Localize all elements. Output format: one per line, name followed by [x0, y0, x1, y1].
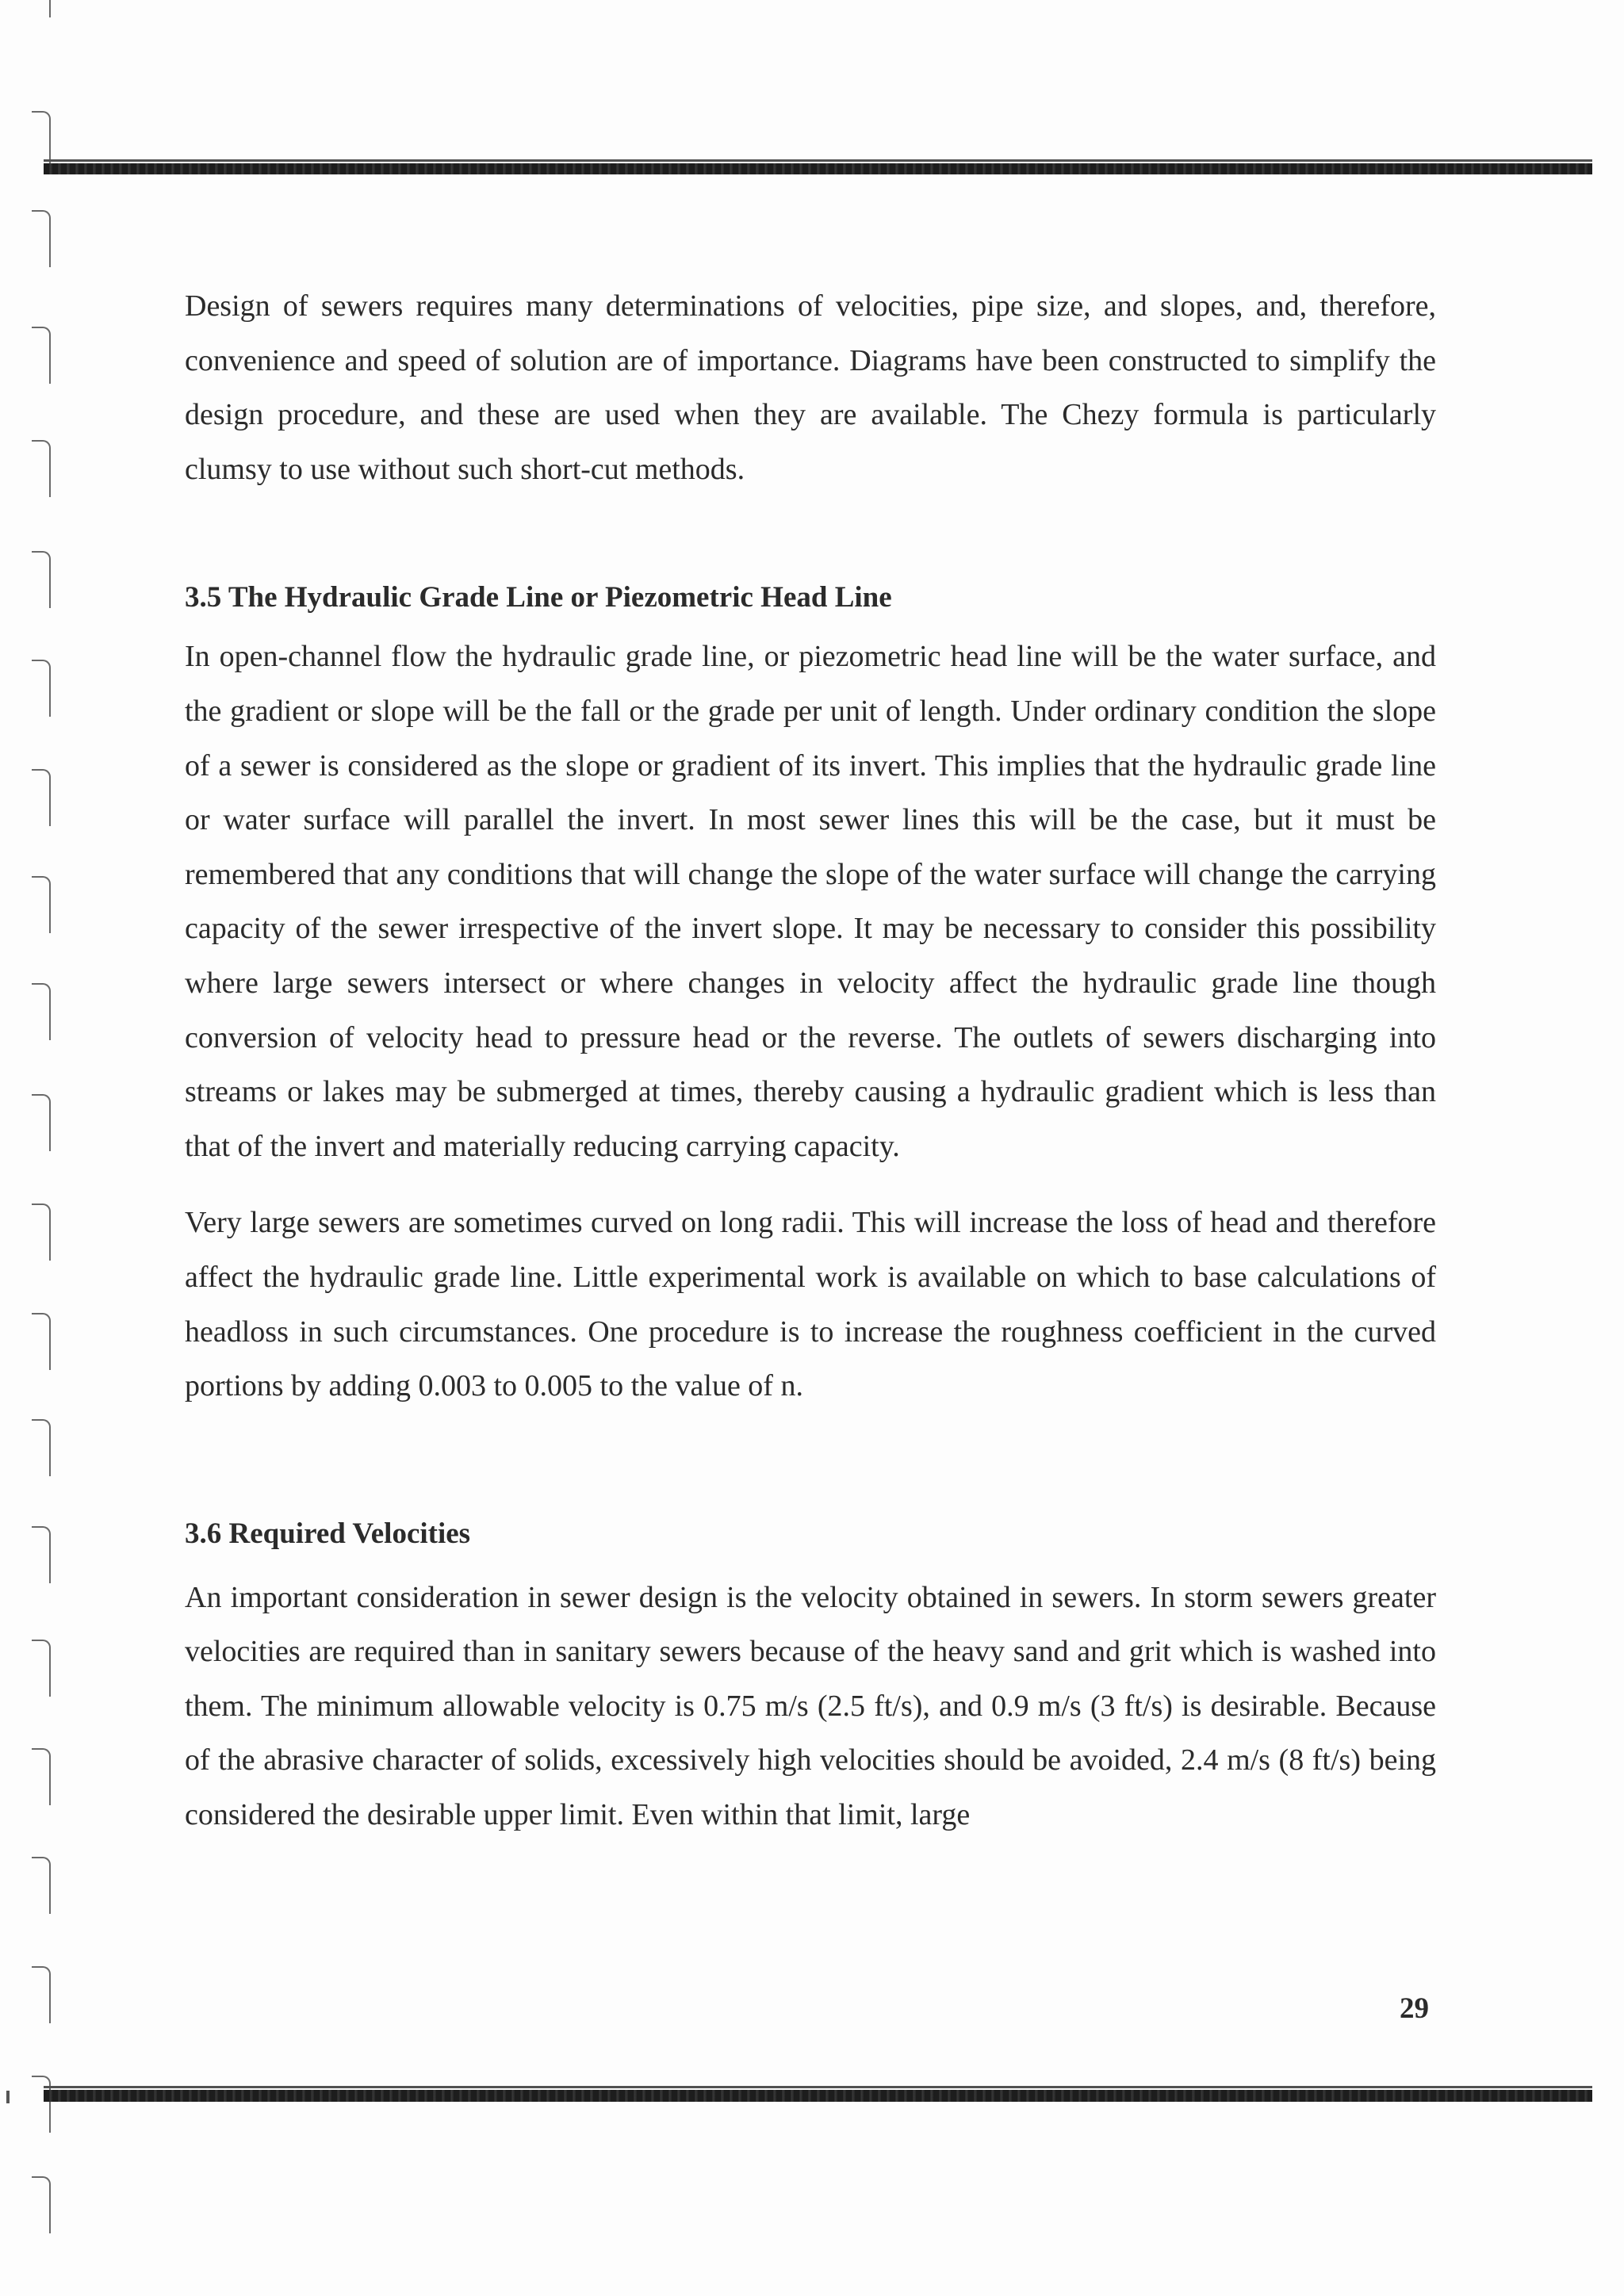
binding-mark — [32, 1966, 51, 2023]
intro-paragraph: Design of sewers requires many determinations of velocities, pipe size, and slopes, and, therefore, convenience and speed of solution are of importance. Diagrams have been constructed to simplify the design procedure, and these are used when they are available. The Chezy formula is particularly clumsy to use without such short-cut methods. — [185, 289, 1436, 486]
binding-mark — [32, 1419, 51, 1476]
page-body — [185, 279, 1436, 1843]
binding-mark — [32, 983, 51, 1040]
binding-mark — [32, 660, 51, 717]
footer-rule — [44, 2090, 1592, 2102]
section-heading-3-6: 3.6 Required Velocities — [185, 1517, 471, 1550]
binding-mark — [32, 876, 51, 933]
page-number: 29 — [1400, 1992, 1429, 2025]
binding-mark — [32, 210, 51, 267]
binding-mark — [32, 327, 51, 384]
binding-mark — [32, 1640, 51, 1697]
binding-mark — [32, 1857, 51, 1914]
binding-mark — [32, 440, 51, 497]
velocities-paragraph-1: An important consideration in sewer design is the velocity obtained in sewers. In storm sewers greater velocities are required than in sanitary sewers because of the heavy sand and grit which is washed into them. The minimum allowable velocity is 0.75 m/s (2.5 ft/s), and 0.9 m/s (3 ft/s) is desirable. Because of the abrasive character of solids, excessively high velocities should be avoided, 2.4 m/s (8 ft/s) being considered the desirable upper limit. Even within that limit, large — [185, 1580, 1436, 1832]
binding-mark — [32, 551, 51, 608]
binding-mark — [32, 1748, 51, 1805]
binding-mark — [32, 1094, 51, 1151]
binding-mark — [32, 769, 51, 826]
scan-margin-mark — [6, 2091, 10, 2103]
binding-mark — [32, 2076, 51, 2133]
section-heading-3-5: 3.5 The Hydraulic Grade Line or Piezometric Head Line — [185, 581, 892, 614]
header-rule — [44, 163, 1592, 174]
grade-line-paragraph-1: In open-channel flow the hydraulic grade line, or piezometric head line will be the water surface, and the gradient or slope will be the fall or the grade per unit of length. Under ordinary condition the slope of a sewer is considered as the slope or gradient of its invert. This implies that the hydraulic grade line or water surface will parallel the invert. In most sewer lines this will be the case, but it must be remembered that any conditions that will change the slope of the water surface will change the carrying capacity of the sewer irrespective of the invert slope. It may be necessary to consider this possibility where large sewers intersect or where changes in velocity affect the hydraulic grade line though conversion of velocity head to pressure head or the reverse. The outlets of sewers discharging into streams or lakes may be submerged at times, thereby causing a hydraulic gradient which is less than that of the invert and materially reducing carrying capacity. — [185, 640, 1436, 1163]
binding-mark — [32, 0, 51, 17]
grade-line-paragraph-2: Very large sewers are sometimes curved on long radii. This will increase the loss of head and therefore affect the hydraulic grade line. Little experimental work is available on which to base calculations of headloss in such circumstances. One procedure is to increase the roughness coefficient in the curved portions by adding 0.003 to 0.005 to the value of n. — [185, 1206, 1436, 1403]
binding-mark — [32, 1203, 51, 1261]
binding-mark — [32, 1526, 51, 1583]
binding-mark — [32, 1313, 51, 1370]
binding-mark — [32, 2176, 51, 2233]
